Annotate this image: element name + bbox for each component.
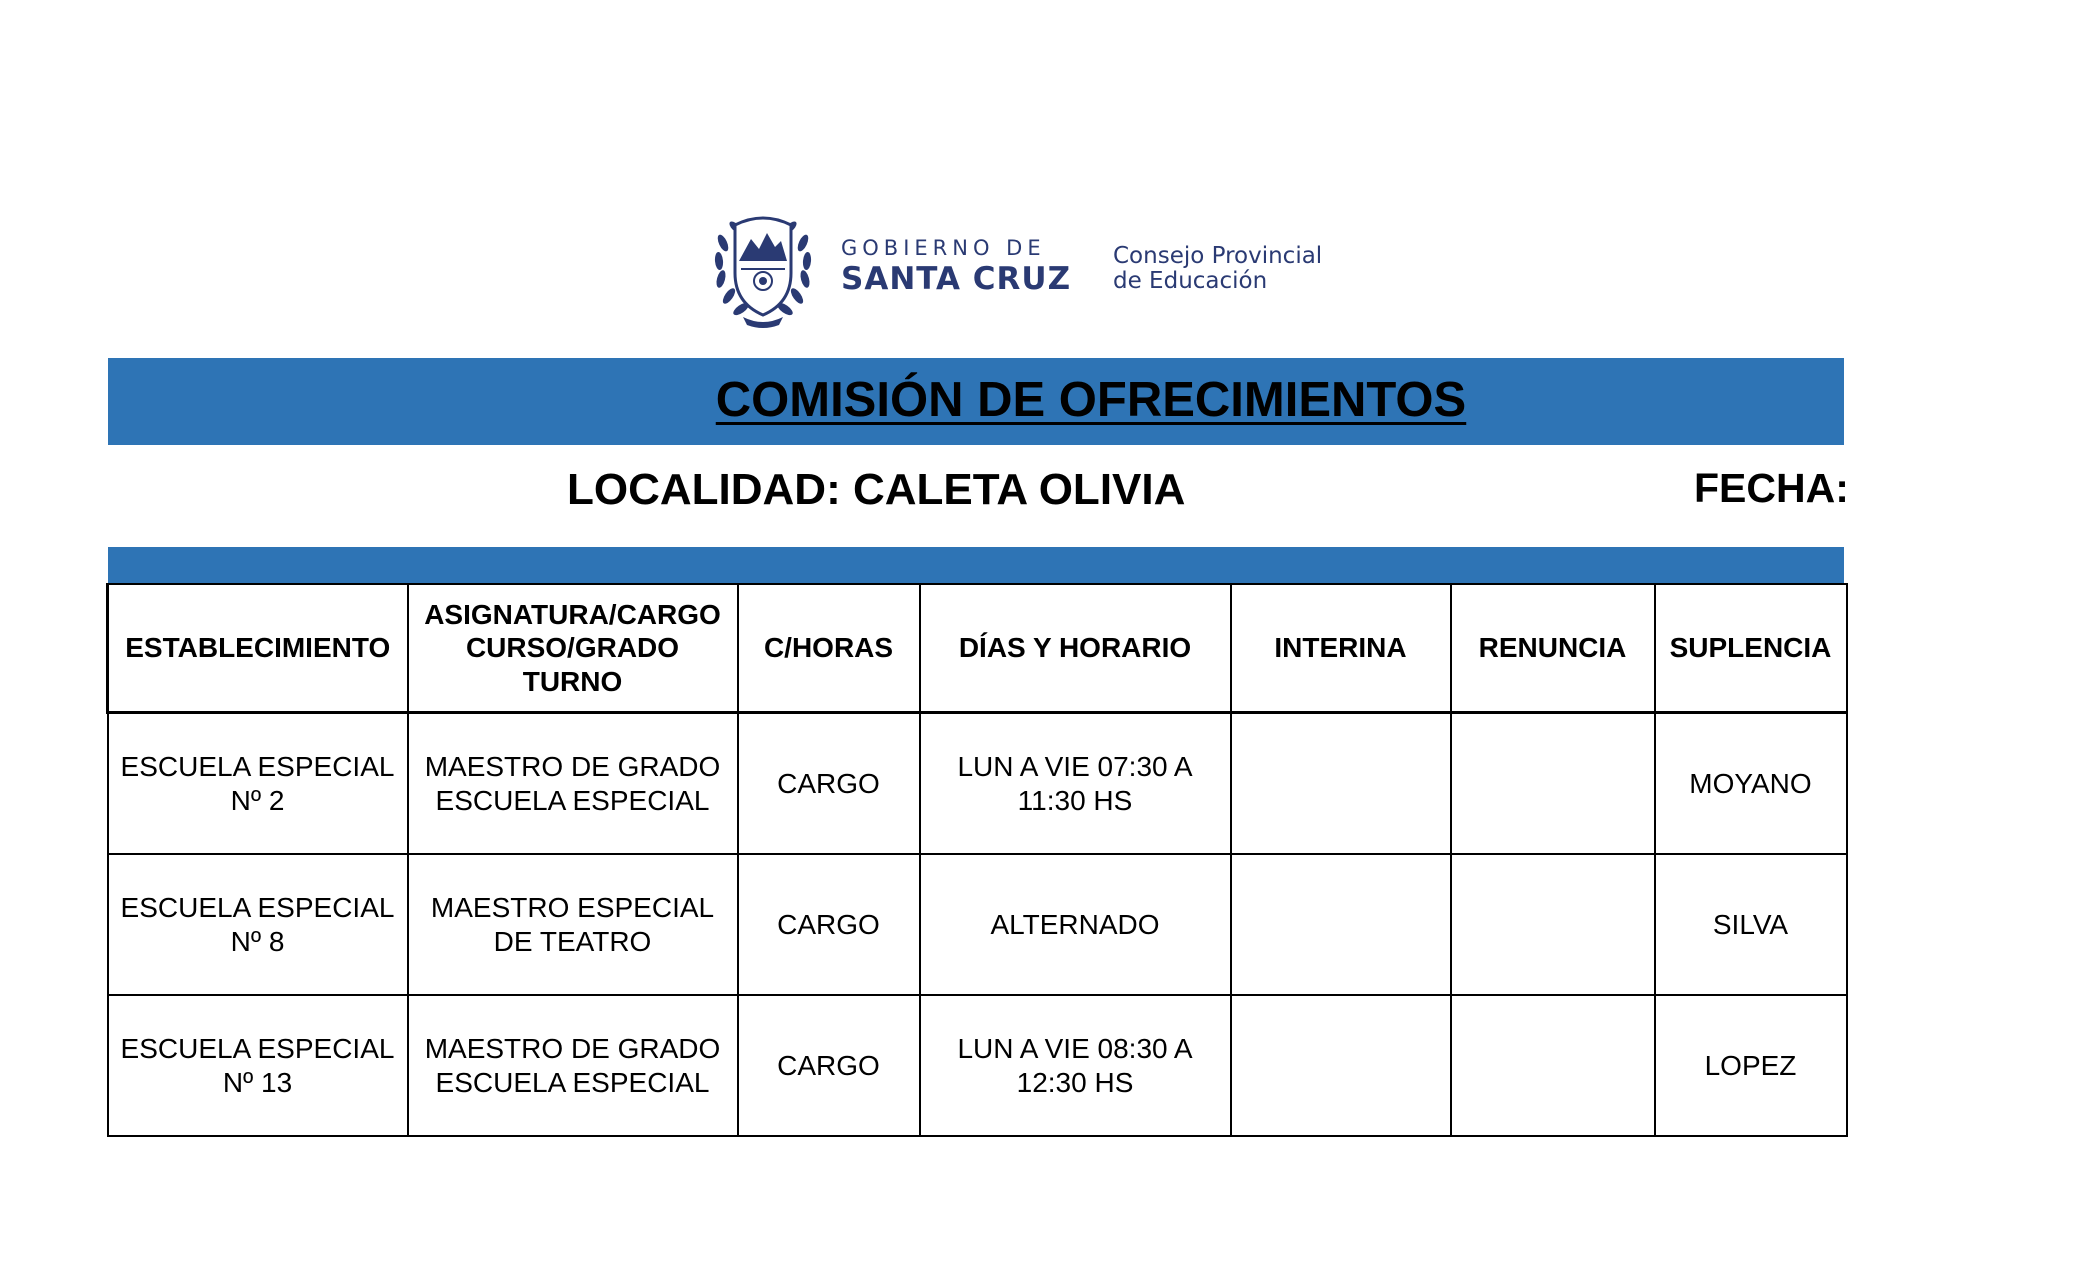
header-logo xyxy=(713,203,1333,331)
cell-dias: ALTERNADO xyxy=(920,854,1231,995)
gobierno-line1: GOBIERNO DE xyxy=(841,236,1046,260)
cell-establecimiento: ESCUELA ESPECIAL Nº 2 xyxy=(108,713,408,855)
cell-horas: CARGO xyxy=(738,854,920,995)
table-row xyxy=(108,854,1847,995)
cell-suplencia: MOYANO xyxy=(1655,713,1847,855)
title-band xyxy=(108,358,1844,445)
cell-interina xyxy=(1231,854,1451,995)
cell-asignatura: MAESTRO DE GRADO ESCUELA ESPECIAL xyxy=(408,995,738,1136)
fecha-label: FECHA: xyxy=(1694,465,1849,511)
column-header-suplencia: SUPLENCIA xyxy=(1655,584,1847,713)
cell-horas: CARGO xyxy=(738,995,920,1136)
column-header-establecimiento: ESTABLECIMIENTO xyxy=(108,584,408,713)
column-header-horas: C/HORAS xyxy=(738,584,920,713)
cell-establecimiento: ESCUELA ESPECIAL Nº 13 xyxy=(108,995,408,1136)
cell-interina xyxy=(1231,995,1451,1136)
cell-renuncia xyxy=(1451,854,1655,995)
cell-interina xyxy=(1231,713,1451,855)
cell-renuncia xyxy=(1451,995,1655,1136)
table-row xyxy=(108,995,1847,1136)
cell-asignatura: MAESTRO ESPECIAL DE TEATRO xyxy=(408,854,738,995)
cell-dias: LUN A VIE 07:30 A 11:30 HS xyxy=(920,713,1231,855)
page-title: COMISIÓN DE OFRECIMIENTOS xyxy=(715,373,1467,427)
table-top-band xyxy=(108,547,1844,584)
cell-establecimiento: ESCUELA ESPECIAL Nº 8 xyxy=(108,854,408,995)
consejo-line1: Consejo Provincial xyxy=(1113,243,1323,269)
column-header-interina: INTERINA xyxy=(1231,584,1451,713)
column-header-dias: DÍAS Y HORARIO xyxy=(920,584,1231,713)
cell-dias: LUN A VIE 08:30 A 12:30 HS xyxy=(920,995,1231,1136)
localidad-label: LOCALIDAD: CALETA OLIVIA xyxy=(567,465,1186,514)
cell-suplencia: SILVA xyxy=(1655,854,1847,995)
cell-renuncia xyxy=(1451,713,1655,855)
column-header-asignatura: ASIGNATURA/CARGO CURSO/GRADO TURNO xyxy=(408,584,738,713)
column-header-renuncia: RENUNCIA xyxy=(1451,584,1655,713)
gobierno-line2: SANTA CRUZ xyxy=(841,261,1072,297)
cell-horas: CARGO xyxy=(738,713,920,855)
table-row xyxy=(108,713,1847,855)
consejo-line2: de Educación xyxy=(1113,268,1268,294)
cell-asignatura: MAESTRO DE GRADO ESCUELA ESPECIAL xyxy=(408,713,738,855)
cell-suplencia: LOPEZ xyxy=(1655,995,1847,1136)
table-header-row xyxy=(108,584,1847,713)
offers-table xyxy=(106,583,1848,1137)
provincial-crest-icon xyxy=(713,203,813,331)
